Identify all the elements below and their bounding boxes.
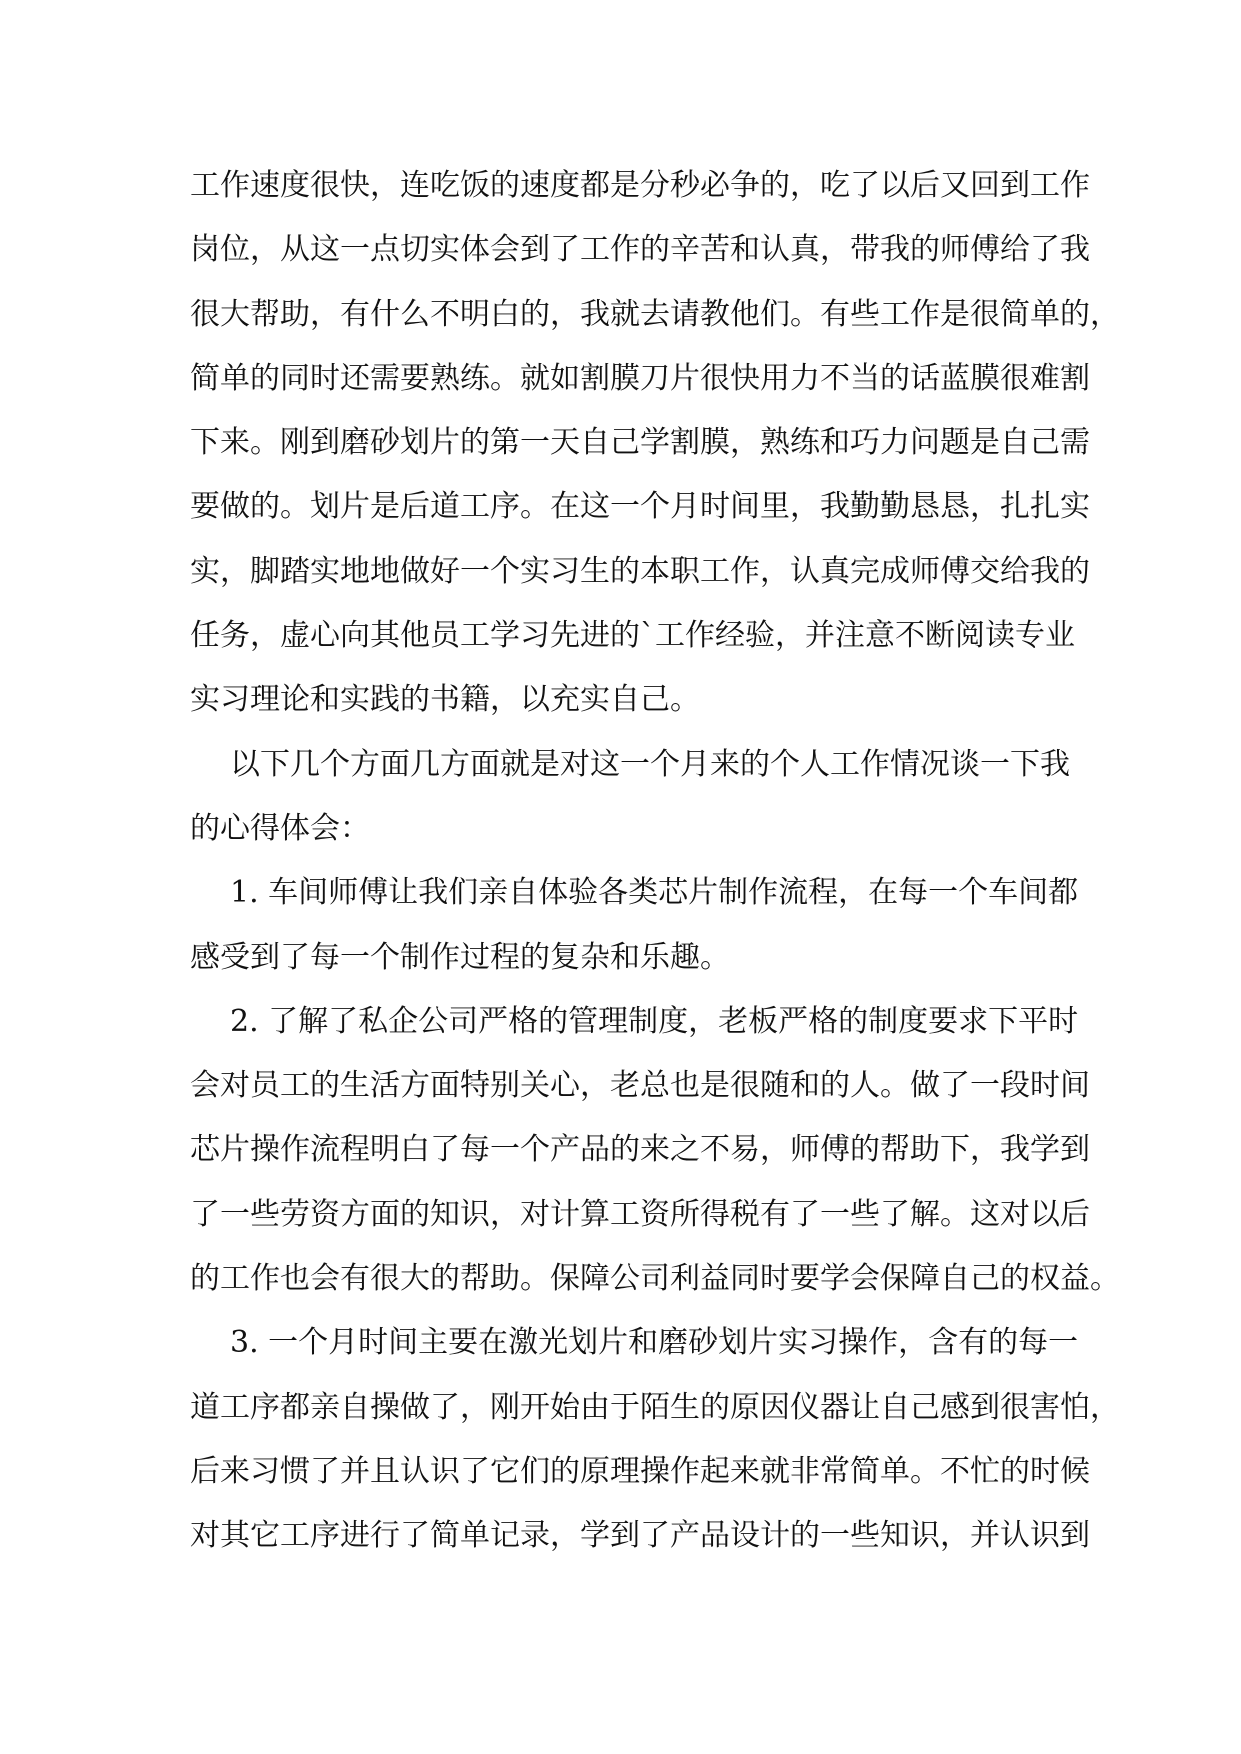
text-line: 要做的。划片是后道工序。在这一个月时间里，我勤勤恳恳，扎扎实 <box>190 489 1090 525</box>
text-line: 后来习惯了并且认识了它们的原理操作起来就非常简单。不忙的时候 <box>190 1453 1090 1489</box>
text-line: 工作速度很快，连吃饭的速度都是分秒必争的，吃了以后又回到工作 <box>190 168 1090 203</box>
text-line: 下来。刚到磨砂划片的第一天自己学割膜，熟练和巧力问题是自己需 <box>190 425 1090 461</box>
text-line: 了一些劳资方面的知识，对计算工资所得税有了一些了解。这对以后 <box>190 1196 1090 1232</box>
text-line: 岗位，从这一点切实体会到了工作的辛苦和认真，带我的师傅给了我 <box>190 232 1090 268</box>
paragraph-start-line: 以下几个方面几方面就是对这一个月来的个人工作情况谈一下我 <box>230 746 1070 782</box>
text-line: 会对员工的生活方面特别关心，老总也是很随和的人。做了一段时间 <box>190 1068 1090 1104</box>
text-line: 很大帮助，有什么不明白的，我就去请教他们。有些工作是很简单的， <box>190 296 1120 332</box>
text-line: 的心得体会： <box>190 810 370 846</box>
list-item-3-line: 3. 一个月时间主要在激光划片和磨砂划片实习操作，含有的每一 <box>230 1325 1079 1361</box>
text-line: 芯片操作流程明白了每一个产品的来之不易，师傅的帮助下，我学到 <box>190 1132 1090 1168</box>
list-item-1-line: 1. 车间师傅让我们亲自体验各类芯片制作流程，在每一个车间都 <box>230 875 1079 911</box>
text-line: 的工作也会有很大的帮助。保障公司利益同时要学会保障自己的权益。 <box>190 1261 1120 1297</box>
text-line: 实习理论和实践的书籍，以充实自己。 <box>190 682 700 718</box>
text-body <box>190 154 1120 1569</box>
text-line: 感受到了每一个制作过程的复杂和乐趣。 <box>190 939 730 975</box>
text-line: 对其它工序进行了简单记录，学到了产品设计的一些知识，并认识到 <box>190 1518 1090 1554</box>
text-line: 实，脚踏实地地做好一个实习生的本职工作，认真完成师傅交给我的 <box>190 553 1090 589</box>
text-line: 道工序都亲自操做了，刚开始由于陌生的原因仪器让自己感到很害怕， <box>190 1389 1120 1425</box>
text-line: 简单的同时还需要熟练。就如割膜刀片很快用力不当的话蓝膜很难割 <box>190 360 1090 396</box>
text-line: 任务，虚心向其他员工学习先进的`工作经验，并注意不断阅读专业 <box>190 618 1075 654</box>
list-item-2-line: 2. 了解了私企公司严格的管理制度，老板严格的制度要求下平时 <box>230 1003 1079 1039</box>
